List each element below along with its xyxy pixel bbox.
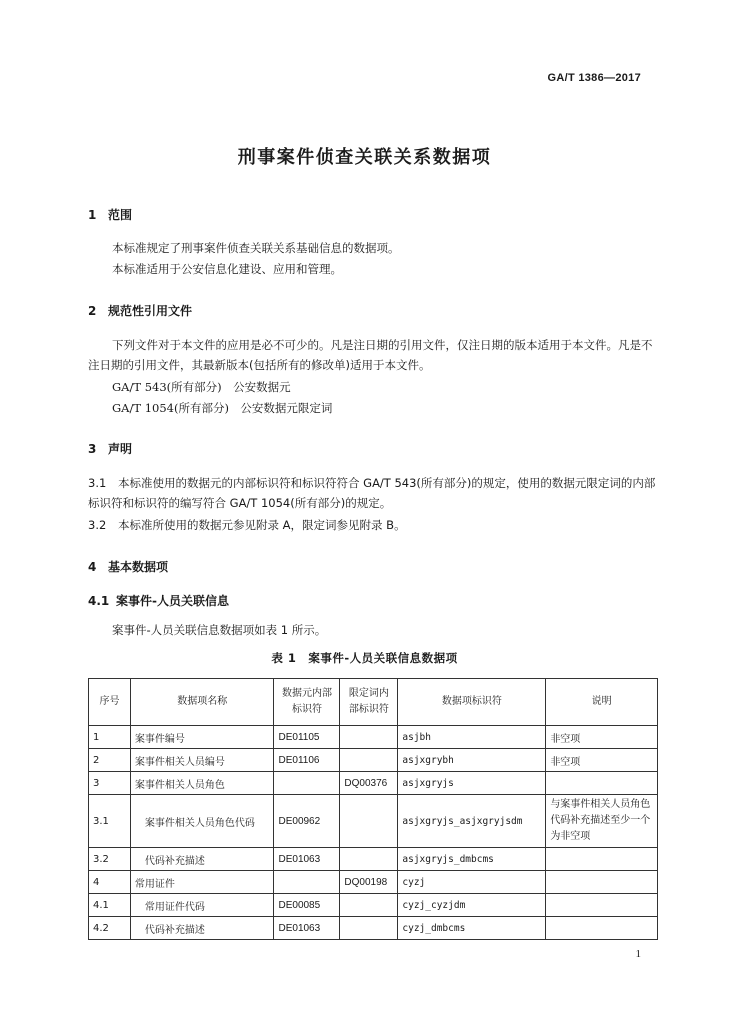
- section-1-heading: [88, 206, 132, 223]
- cell-note: [546, 917, 658, 940]
- cell-item-name: 代码补充描述: [130, 848, 274, 871]
- data-items-table: [88, 678, 658, 940]
- section-4-heading: [88, 558, 168, 575]
- header-item-name: 数据项名称: [130, 679, 274, 726]
- cell-seq: 3: [89, 772, 131, 795]
- reference-item-1: GA/T 543(所有部分) 公安数据元: [112, 380, 291, 394]
- clause-number: 3.2: [88, 518, 107, 532]
- cell-seq: 4: [89, 871, 131, 894]
- cell-element-id: DE00962: [274, 795, 340, 848]
- section-2-heading: [88, 302, 192, 319]
- cell-seq: 3.2: [89, 848, 131, 871]
- cell-qualifier-id: [340, 894, 398, 917]
- cell-seq: 3.1: [89, 795, 131, 848]
- cell-seq: 4.2: [89, 917, 131, 940]
- cell-note: [546, 848, 658, 871]
- document-title: 刑事案件侦查关联关系数据项: [237, 147, 492, 168]
- cell-item-name: 常用证件代码: [130, 894, 274, 917]
- cell-qualifier-id: [340, 917, 398, 940]
- statement-3-2: [88, 515, 658, 535]
- section-number: 3: [88, 442, 97, 456]
- statement-3-1: [88, 473, 658, 513]
- scope-line-1: 本标准规定了刑事案件侦查关联关系基础信息的数据项。: [112, 241, 400, 255]
- cell-element-id: DE01063: [274, 917, 340, 940]
- cell-item-identifier: asjxgrybh: [398, 749, 546, 772]
- table-row: [89, 848, 658, 871]
- clause-text: 本标准使用的数据元的内部标识符和标识符符合 GA/T 543(所有部分)的规定，使用的数据元限定词的内部标识符和标识符的编写符合 GA/T 1054(所有部分)的规定。: [88, 476, 656, 510]
- table-row: [89, 871, 658, 894]
- cell-item-identifier: asjxgryjs_dmbcms: [398, 848, 546, 871]
- cell-qualifier-id: [340, 749, 398, 772]
- reference-item-2: GA/T 1054(所有部分) 公安数据元限定词: [112, 401, 333, 415]
- scope-line-2: 本标准适用于公安信息化建设、应用和管理。: [112, 262, 342, 276]
- cell-note: 非空项: [546, 749, 658, 772]
- cell-note: 非空项: [546, 726, 658, 749]
- section-title: 基本数据项: [108, 560, 169, 574]
- cell-seq: 4.1: [89, 894, 131, 917]
- cell-note: [546, 772, 658, 795]
- cell-item-name: 案事件相关人员角色: [130, 772, 274, 795]
- cell-note: 与案事件相关人员角色代码补充描述至少一个为非空项: [546, 795, 658, 848]
- cell-note: [546, 894, 658, 917]
- standard-code: GA/T 1386—2017: [547, 72, 641, 84]
- clause-number: 3.1: [88, 476, 107, 490]
- cell-element-id: [274, 772, 340, 795]
- cell-item-identifier: cyzj: [398, 871, 546, 894]
- table-intro: 案事件-人员关联信息数据项如表 1 所示。: [112, 623, 327, 637]
- section-3-heading: [88, 440, 132, 457]
- header-note: 说明: [546, 679, 658, 726]
- cell-qualifier-id: [340, 726, 398, 749]
- cell-qualifier-id: [340, 795, 398, 848]
- cell-qualifier-id: [340, 848, 398, 871]
- cell-element-id: DE01105: [274, 726, 340, 749]
- cell-element-id: [274, 871, 340, 894]
- header-item-identifier: 数据项标识符: [398, 679, 546, 726]
- normative-references-paragraph: 下列文件对于本文件的应用是必不可少的。凡是注日期的引用文件，仅注日期的版本适用于本文件。凡是不注日期的引用文件，其最新版本(包括所有的修改单)适用于本文件。: [88, 338, 653, 372]
- cell-seq: 1: [89, 726, 131, 749]
- cell-item-name: 代码补充描述: [130, 917, 274, 940]
- section-title: 范围: [108, 208, 133, 222]
- subsection-number: 4.1: [88, 594, 110, 608]
- cell-item-identifier: cyzj_cyzjdm: [398, 894, 546, 917]
- cell-item-identifier: asjxgryjs_asjxgryjsdm: [398, 795, 546, 848]
- clause-text: 本标准所使用的数据元参见附录 A，限定词参见附录 B。: [118, 518, 406, 532]
- section-number: 4: [88, 560, 97, 574]
- header-element-id: 数据元内部标识符: [274, 679, 340, 726]
- section-number: 2: [88, 304, 97, 318]
- table-row: [89, 917, 658, 940]
- table-row: [89, 894, 658, 917]
- cell-item-name: 案事件相关人员编号: [130, 749, 274, 772]
- header-seq: 序号: [89, 679, 131, 726]
- cell-note: [546, 871, 658, 894]
- table-row: [89, 726, 658, 749]
- cell-seq: 2: [89, 749, 131, 772]
- cell-item-name: 案事件相关人员角色代码: [130, 795, 274, 848]
- cell-qualifier-id: DQ00198: [340, 871, 398, 894]
- cell-item-name: 案事件编号: [130, 726, 274, 749]
- cell-item-name: 常用证件: [130, 871, 274, 894]
- cell-element-id: DE01106: [274, 749, 340, 772]
- cell-item-identifier: asjbh: [398, 726, 546, 749]
- table-row: [89, 749, 658, 772]
- table-header-row: [89, 679, 658, 726]
- table-caption: 表 1 案事件-人员关联信息数据项: [271, 651, 458, 665]
- subsection-title: 案事件-人员关联信息: [116, 594, 229, 608]
- cell-qualifier-id: DQ00376: [340, 772, 398, 795]
- header-qualifier-id: 限定词内部标识符: [340, 679, 398, 726]
- section-title: 声明: [108, 442, 133, 456]
- section-number: 1: [88, 208, 97, 222]
- cell-item-identifier: cyzj_dmbcms: [398, 917, 546, 940]
- table-row: [89, 795, 658, 848]
- cell-element-id: DE01063: [274, 848, 340, 871]
- page-number: 1: [635, 948, 641, 960]
- table-row: [89, 772, 658, 795]
- cell-element-id: DE00085: [274, 894, 340, 917]
- section-title: 规范性引用文件: [108, 304, 193, 318]
- cell-item-identifier: asjxgryjs: [398, 772, 546, 795]
- subsection-4-1-heading: [88, 592, 229, 609]
